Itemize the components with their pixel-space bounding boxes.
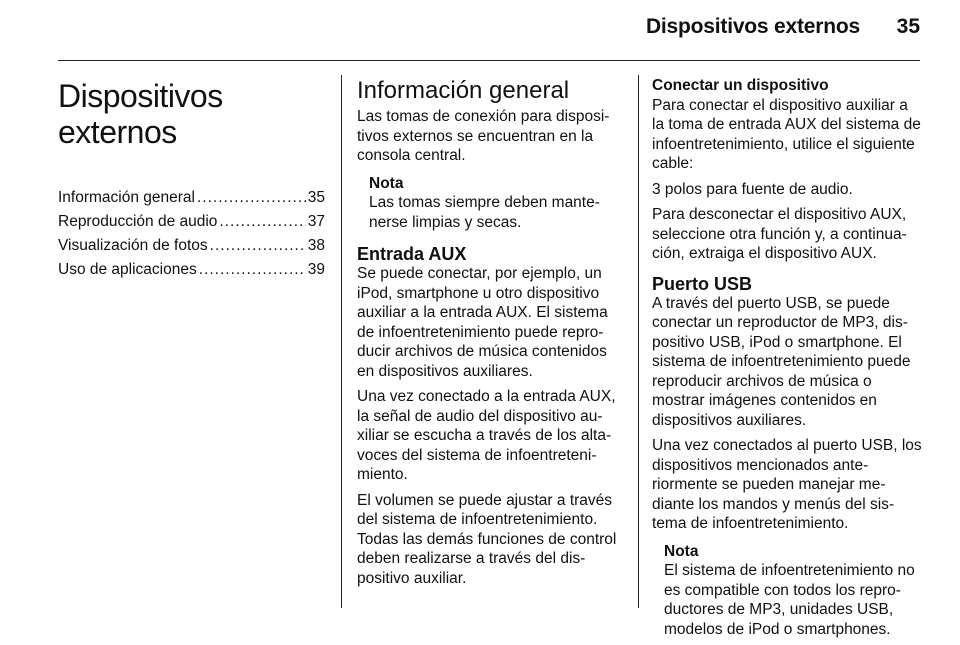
- chapter-column: [58, 76, 325, 284]
- toc-label: Visualización de fotos: [58, 237, 208, 254]
- toc-leader: [219, 212, 305, 232]
- note-title: Nota: [664, 542, 699, 560]
- toc-page: 37: [307, 213, 325, 230]
- general-column: [357, 76, 622, 594]
- connect-paragraph-1: Para conectar el dispositivo auxiliar a la toma de entrada AUX del sistema de infoentretenimiento, utilice el siguiente cable:: [652, 96, 921, 172]
- toc-entry[interactable]: [58, 188, 325, 212]
- toc-label: Información general: [58, 189, 195, 206]
- connect-paragraph-2: 3 polos para fuente de audio.: [652, 180, 853, 198]
- chapter-title: Dispositivos externos: [58, 78, 223, 150]
- column-divider-1: [341, 75, 342, 608]
- page-number: 35: [896, 15, 920, 38]
- toc-entry[interactable]: [58, 260, 325, 284]
- note-text: Las tomas siempre deben mantenerse limpias y secas.: [369, 194, 600, 231]
- toc-page: 35: [307, 189, 325, 206]
- usb-paragraph-2: Una vez conectados al puerto USB, los dispositivos mencionados anteriormente se pueden manejar mediante los mandos y menús del sistema de infoentretenimiento.: [652, 437, 922, 532]
- aux-paragraph-2: Una vez conectado a la entrada AUX, la señal de audio del dispositivo auxiliar se escucha a través de los altavoces del sistema de infoentretenimiento.: [357, 388, 616, 483]
- section-heading-general: Información general: [357, 77, 570, 104]
- toc-page: 39: [307, 261, 325, 278]
- usb-column: [652, 76, 922, 645]
- section-heading-usb: Puerto USB: [652, 273, 753, 294]
- toc-entry[interactable]: [58, 236, 325, 260]
- usb-paragraph-1: A través del puerto USB, se puede conectar un reproductor de MP3, dispositivo USB, iPod o smartphone. El sistema de infoentretenimiento puede reproducir archivos de música o mostrar imágenes contenidos en dispositivos auxiliares.: [652, 294, 911, 429]
- table-of-contents: [58, 188, 325, 284]
- toc-leader: [210, 236, 306, 256]
- aux-paragraph-3: El volumen se puede ajustar a través del sistema de infoentretenimiento. Todas las demás funciones de control deben realizarse a través del dispositivo auxiliar.: [357, 491, 617, 587]
- note-box: [369, 174, 622, 233]
- note-title: Nota: [369, 174, 404, 192]
- note-text: El sistema de infoentretenimiento no es compatible con todos los reproductores de MP3, unidades USB, modelos de iPod o smartphones.: [664, 562, 915, 638]
- note-box: [664, 542, 922, 640]
- toc-label: Reproducción de audio: [58, 213, 218, 230]
- section-heading-aux: Entrada AUX: [357, 244, 467, 264]
- toc-entry[interactable]: [58, 212, 325, 236]
- running-header-title: Dispositivos externos: [645, 15, 860, 38]
- column-divider-2: [638, 75, 639, 608]
- header-divider: [58, 60, 920, 61]
- connect-paragraph-3: Para desconectar el dispositivo AUX, seleccione otra función y, a continuación, extraiga el dispositivo AUX.: [652, 206, 907, 262]
- toc-label: Uso de aplicaciones: [58, 261, 197, 278]
- general-intro: Las tomas de conexión para dispositivos externos se encuentran en la consola central.: [357, 108, 610, 164]
- subheading-connect: Conectar un dispositivo: [652, 77, 829, 94]
- aux-paragraph-1: Se puede conectar, por ejemplo, un iPod, smartphone u otro dispositivo auxiliar a la entrada AUX. El sistema de infoentretenimiento puede reproducir archivos de música contenidos en dispositivos auxiliares.: [357, 265, 608, 380]
- toc-page: 38: [307, 237, 325, 254]
- toc-leader: [199, 260, 306, 280]
- toc-leader: [197, 188, 306, 208]
